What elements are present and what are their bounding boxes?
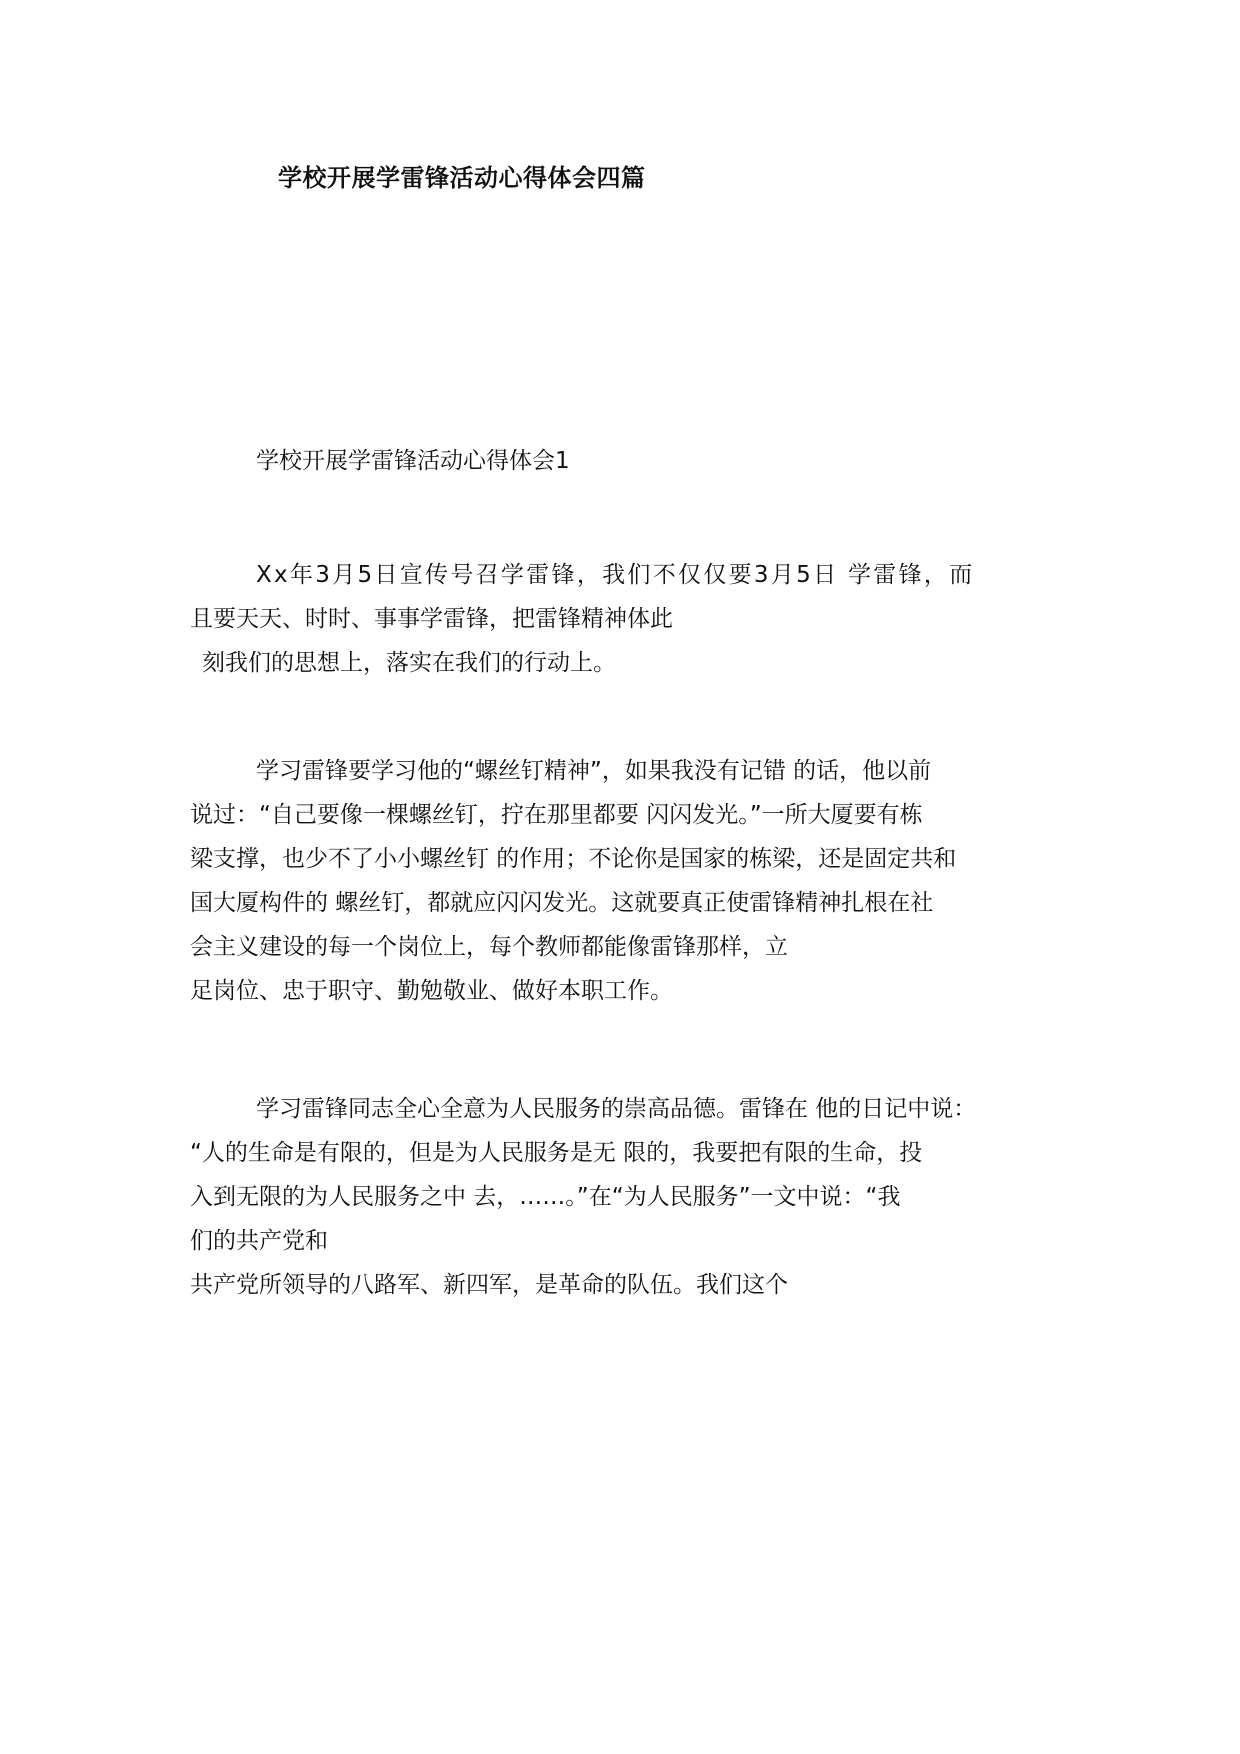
paragraph-2-line-1: 学习雷锋要学习他的“螺丝钉精神”，如果我没有记错 的话，他以前 (256, 758, 932, 784)
paragraph-2-line-4: 国大厦构件的 螺丝钉，都就应闪闪发光。这就要真正使雷锋精神扎根在社 (190, 890, 934, 916)
paragraph-2-line-2: 说过：“自己要像一棵螺丝钉，拧在那里都要 闪闪发光。”一所大厦要有栋 (190, 802, 923, 828)
paragraph-3-line-1: 学习雷锋同志全心全意为人民服务的崇高品德。雷锋在 他的日记中说： (256, 1096, 977, 1122)
paragraph-2-line-5: 会主义建设的每一个岗位上，每个教师都能像雷锋那样，立 (190, 934, 788, 960)
document-title: 学校开展学雷锋活动心得体会四篇 (278, 164, 646, 192)
paragraph-1-line-3: 刻我们的思想上，落实在我们的行动上。 (202, 650, 616, 676)
paragraph-3-line-4: 们的共产党和 (190, 1228, 328, 1254)
paragraph-2-line-6: 足岗位、忠于职守、勤勉敬业、做好本职工作。 (190, 978, 673, 1004)
paragraph-3-line-3: 入到无限的为人民服务之中 去，……。”在“为人民服务”一文中说：“我 (190, 1184, 901, 1210)
paragraph-1-line-1: Xx年3月5日宣传号召学雷锋，我们不仅仅要3月5日 学雷锋，而 (256, 562, 975, 588)
paragraph-1-line-2: 且要天天、时时、事事学雷锋，把雷锋精神体此 (190, 606, 673, 632)
paragraph-3-line-2: “人的生命是有限的，但是为人民服务是无 限的，我要把有限的生命，投 (190, 1140, 923, 1166)
section-subtitle: 学校开展学雷锋活动心得体会1 (256, 448, 570, 474)
paragraph-3-line-5: 共产党所领导的八路军、新四军，是革命的队伍。我们这个 (190, 1272, 788, 1298)
paragraph-2-line-3: 梁支撑，也少不了小小螺丝钉 的作用；不论你是国家的栋梁，还是固定共和 (190, 846, 957, 872)
